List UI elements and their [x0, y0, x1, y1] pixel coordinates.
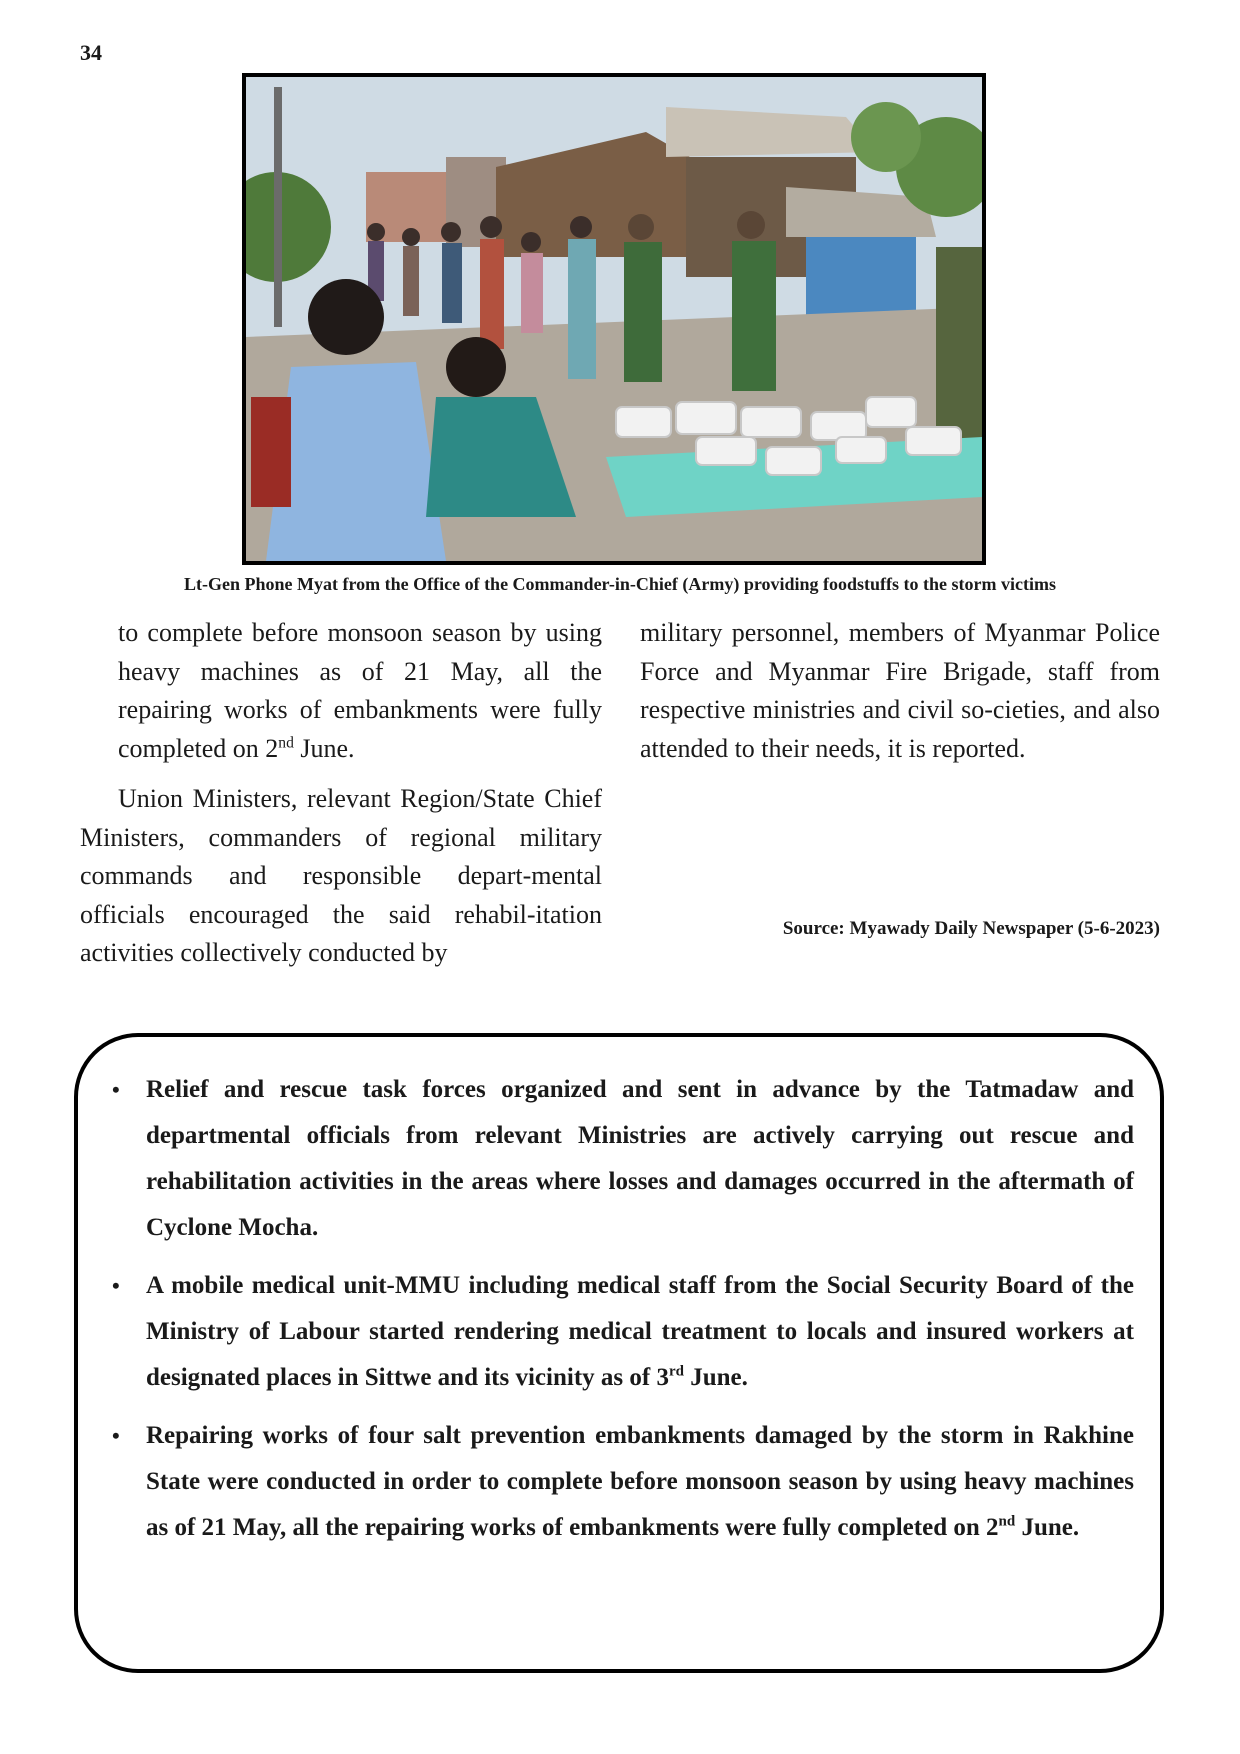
news-photo: [242, 73, 986, 565]
summary-list: [108, 1067, 1134, 1563]
photo-caption: Lt-Gen Phone Myat from the Office of the Commander-in-Chief (Army) providing foodstuffs to the storm victims: [183, 574, 1057, 594]
summary-bullet-medical: • A mobile medical unit-MMU including medical staff from the Social Security Board of the Ministry of Labour started rendering medical treatment to locals and insured workers at designated places in Sittwe and its vicinity as of 3rd June.: [108, 1263, 1134, 1401]
summary-bullet-embankments: • Repairing works of four salt prevention embankments damaged by the storm in Rakhine State were conducted in order to complete before monsoon season by using heavy machines as of 21 May, all the repairing works of embankments were fully completed on 2nd June.: [108, 1413, 1134, 1551]
page-number: 34: [80, 40, 102, 65]
article-left-column: [80, 614, 602, 973]
paragraph-personnel: military personnel, members of Myanmar Police Force and Myanmar Fire Brigade, staff from respective ministries and civil so-cieties, and also attended to their needs, it is reported.: [640, 618, 1160, 763]
source-citation: Source: Myawady Daily Newspaper (5-6-2023): [782, 918, 1160, 939]
summary-box: [74, 1033, 1164, 1673]
photo-illustration: [246, 77, 982, 561]
paragraph-embankments-completed: to complete before monsoon season by using heavy machines as of 21 May, all the repairing works of embankments were fully completed on 2nd June.: [118, 618, 602, 763]
bullet-icon: •: [112, 1273, 120, 1298]
paragraph-officials-encouraged: Union Ministers, relevant Region/State Chief Ministers, commanders of regional military commands and responsible depart-mental officials encouraged the said rehabil-itation activities collectively conducted by: [80, 784, 602, 967]
article-right-column: [640, 614, 1160, 768]
bullet-icon: •: [112, 1077, 120, 1102]
summary-bullet-relief: • Relief and rescue task forces organized and sent in advance by the Tatmadaw and departmental officials from relevant Ministries are actively carrying out rescue and rehabilitation activities in the areas where losses and damages occurred in the aftermath of Cyclone Mocha.: [108, 1067, 1134, 1251]
bullet-icon: •: [112, 1423, 120, 1448]
